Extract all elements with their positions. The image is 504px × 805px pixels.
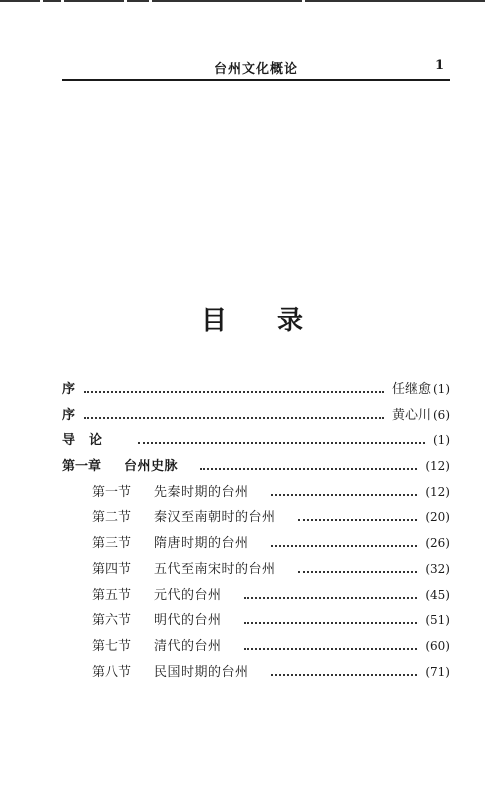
entry-page-number: (71) <box>425 664 450 679</box>
toc-entry-front <box>62 429 450 455</box>
entry-number: 第五节 <box>92 587 132 603</box>
entry-number: 第一章 <box>62 459 102 475</box>
entry-number: 第三节 <box>92 536 132 552</box>
dot-leader <box>138 442 425 444</box>
entry-number: 第六节 <box>92 613 132 629</box>
toc-title: 目录 <box>200 306 353 336</box>
entry-page-number: (60) <box>425 638 450 653</box>
table-of-contents <box>62 378 450 686</box>
dot-leader <box>298 571 418 573</box>
entry-page-number: (12) <box>425 484 450 499</box>
header-rule <box>62 79 450 81</box>
dot-leader <box>244 622 418 624</box>
entry-page-number: (32) <box>425 561 450 576</box>
running-header <box>62 58 450 80</box>
entry-title: 明代的台州 <box>154 613 222 629</box>
scan-top-edge <box>0 0 504 4</box>
entry-title: 民国时期的台州 <box>154 664 249 680</box>
toc-entry-front <box>62 378 450 404</box>
dot-leader <box>271 674 418 676</box>
entry-author: 黄心川 <box>391 407 431 423</box>
entry-title: 秦汉至南朝时的台州 <box>154 510 276 526</box>
entry-page-number: (20) <box>425 510 450 525</box>
dot-leader <box>244 597 418 599</box>
dot-leader <box>298 519 418 521</box>
entry-title: 隋唐时期的台州 <box>154 536 249 552</box>
entry-title: 序 <box>62 407 76 423</box>
entry-title: 先秦时期的台州 <box>154 484 249 500</box>
toc-entry-section <box>62 506 450 532</box>
entry-author: 任继愈 <box>391 382 431 397</box>
entry-title: 导论 <box>62 433 117 449</box>
dot-leader <box>271 545 418 547</box>
entry-page-number: (1) <box>433 433 450 448</box>
toc-entry-section <box>62 635 450 661</box>
entry-number: 第一节 <box>92 484 132 500</box>
dot-leader <box>200 468 417 470</box>
entry-number: 第八节 <box>92 664 132 680</box>
entry-number: 第七节 <box>92 638 132 654</box>
entry-number: 第四节 <box>92 561 132 577</box>
toc-entry-section <box>62 558 450 584</box>
toc-entry-section <box>62 532 450 558</box>
entry-title: 台州史脉 <box>124 459 179 475</box>
dot-leader <box>244 648 418 650</box>
entry-number: 第二节 <box>92 510 132 526</box>
toc-entry-section <box>62 661 450 687</box>
dot-leader <box>84 391 384 393</box>
entry-page-number: (12) <box>425 459 450 474</box>
dot-leader <box>84 417 384 419</box>
scan-mark <box>305 0 485 2</box>
toc-entry-section <box>62 609 450 635</box>
scan-mark <box>64 0 124 2</box>
entry-page-number: (45) <box>425 587 450 602</box>
running-title: 台州文化概论 <box>213 62 298 77</box>
toc-entry-section <box>62 481 450 507</box>
entry-title: 清代的台州 <box>154 638 222 654</box>
scan-mark <box>43 0 61 2</box>
entry-title: 元代的台州 <box>154 587 222 603</box>
scan-mark <box>127 0 149 2</box>
entry-title: 五代至南宋时的台州 <box>154 561 276 577</box>
dot-leader <box>271 494 418 496</box>
toc-entry-chapter <box>62 455 450 481</box>
entry-title: 序 <box>62 382 76 397</box>
entry-page-number: (6) <box>433 407 450 422</box>
toc-entry-front <box>62 404 450 430</box>
toc-entry-section <box>62 584 450 610</box>
page-number: 1 <box>434 58 444 73</box>
scan-mark <box>152 0 302 2</box>
entry-page-number: (1) <box>433 382 450 396</box>
entry-page-number: (26) <box>425 536 450 551</box>
entry-page-number: (51) <box>425 613 450 628</box>
scan-mark <box>0 0 40 2</box>
